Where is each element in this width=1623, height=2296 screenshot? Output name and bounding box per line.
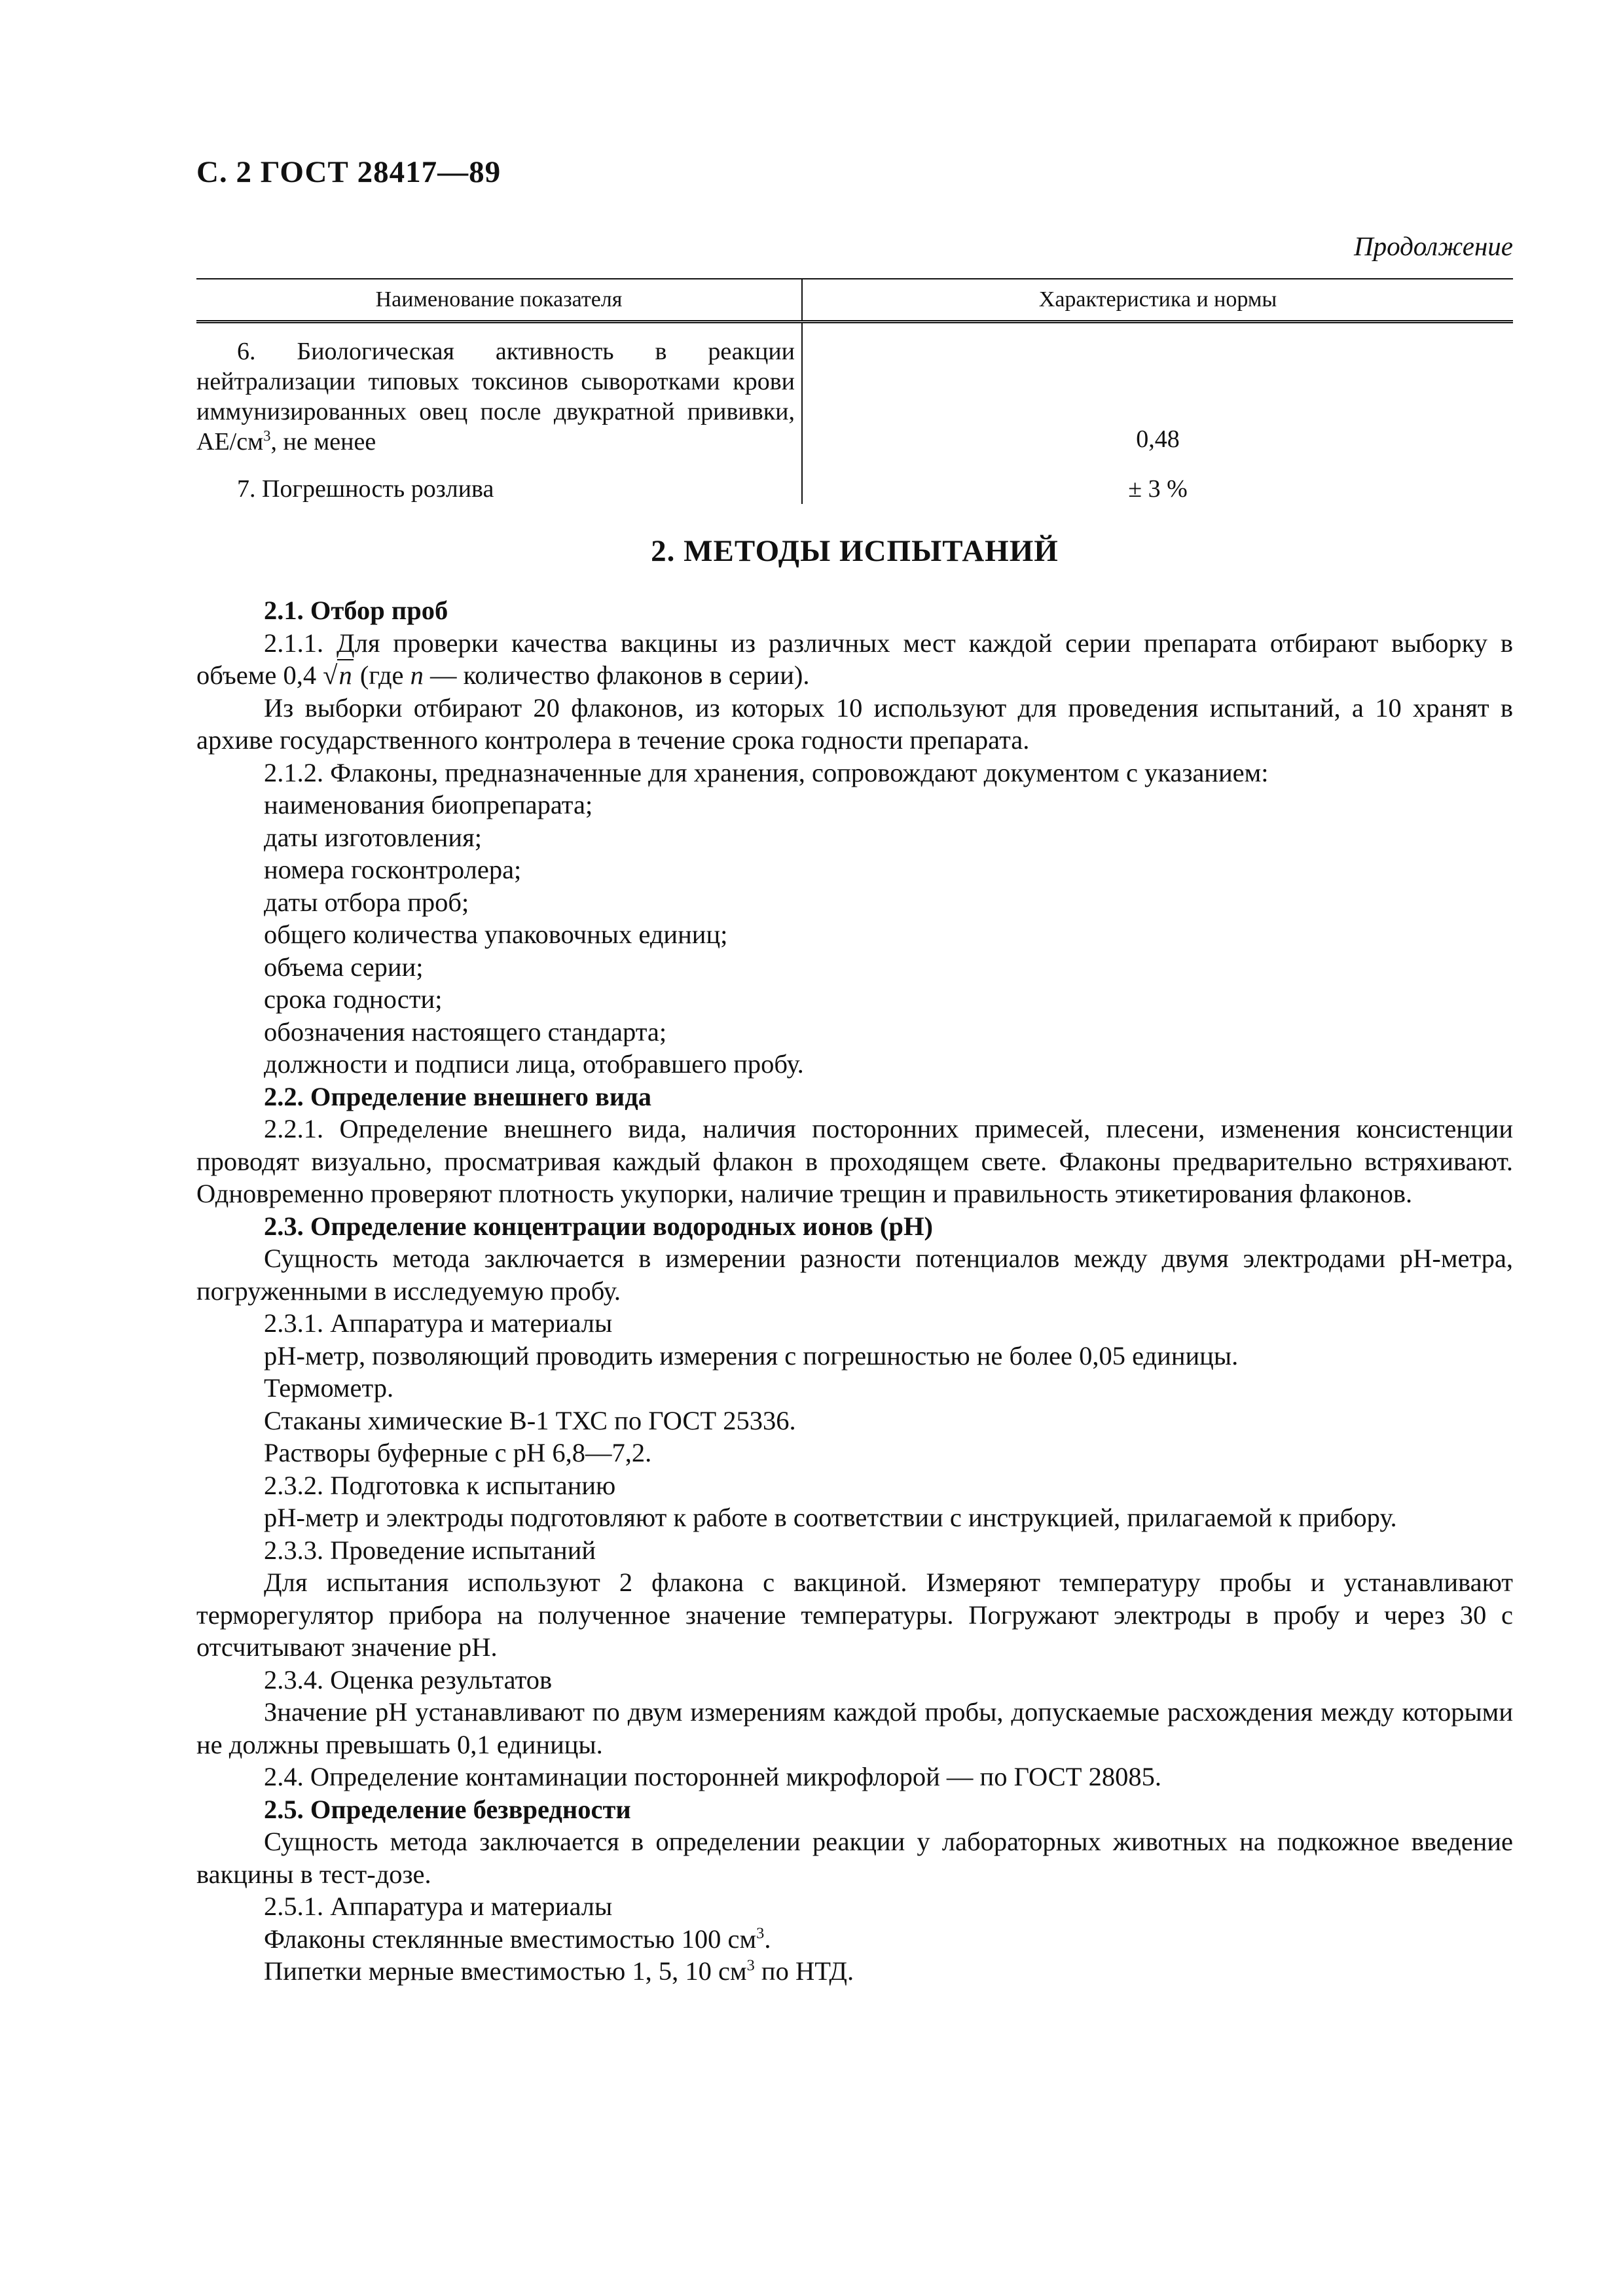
paragraph: Сущность метода заключается в измерении разности потенциалов между двумя электродами рН-метра, погруженными в исследуемую пробу.: [196, 1244, 1513, 1306]
body-text: [196, 594, 1513, 1988]
spec-table: [196, 278, 1513, 504]
subsection-heading: 2.1. Отбор проб: [264, 596, 448, 625]
text-span: 2.1.1. Для проверки качества вакцины из различных мест каждой серии препарата отбирают выборку в объеме 0,4 √: [196, 628, 1513, 690]
table-cell-value: 0,48: [1136, 425, 1180, 453]
paragraph: Термометр.: [264, 1373, 394, 1403]
subsection-heading: 2.3. Определение концентрации водородных ионов (рН): [264, 1211, 933, 1241]
table-cell-value: ± 3 %: [1128, 475, 1188, 503]
table-row: [196, 457, 1513, 504]
paragraph: 2.3.3. Проведение испытаний: [264, 1535, 596, 1565]
page-title: С. 2 ГОСТ 28417—89: [196, 155, 501, 189]
paragraph: 2.4. Определение контаминации посторонней микрофлорой — по ГОСТ 28085.: [264, 1762, 1162, 1791]
cell-text: 6. Биологическая активность в реакции нейтрализации типовых токсинов сыворотками крови иммунизированных овец после двукратной прививки, АЕ/см: [196, 338, 795, 456]
requirement-list: [196, 789, 1513, 1081]
text-span: Пипетки мерные вместимостью 1, 5, 10 см: [264, 1956, 747, 1986]
paragraph: рН-метр, позволяющий проводить измерения с погрешностью не более 0,05 единицы.: [264, 1340, 1239, 1371]
column-header-value: Характеристика и нормы: [802, 279, 1513, 322]
text-span: по НТД.: [754, 1956, 854, 1986]
column-header-name: Наименование показателя: [196, 279, 802, 322]
paragraph: рН-метр и электроды подготовляют к работе в соответствии с инструкцией, прилагаемой к прибору.: [264, 1503, 1397, 1532]
section-heading: 2. МЕТОДЫ ИСПЫТАНИЙ: [651, 534, 1059, 568]
paragraph: [196, 1955, 1513, 1988]
list-item: срока годности;: [264, 984, 443, 1014]
paragraph: [196, 627, 1513, 692]
list-item: даты изготовления;: [264, 822, 482, 852]
list-item: должности и подписи лица, отобравшего пробу.: [264, 1049, 804, 1079]
paragraph: Стаканы химические В-1 ТХС по ГОСТ 25336.: [264, 1405, 796, 1435]
continuation-label: Продолжение: [1354, 231, 1513, 261]
cell-text: , не менее: [270, 428, 376, 456]
superscript: 3: [263, 427, 271, 444]
table-cell-name: 7. Погрешность розлива: [196, 457, 802, 504]
paragraph: 2.2.1. Определение внешнего вида, наличия посторонних примесей, плесени, изменения консистенции проводят визуально, просматривая каждый флакон в проходящем свете. Флаконы предварительно встряхивают. Одновременно проверяют плотность укупорки, наличие трещин и правильность этикетирования флаконов.: [196, 1114, 1513, 1208]
list-item: общего количества упаковочных единиц;: [264, 920, 728, 949]
math-variable: n: [338, 660, 352, 690]
table-row: [196, 322, 1513, 457]
paragraph: 2.3.1. Аппаратура и материалы: [264, 1308, 613, 1338]
subsection-heading: 2.5. Определение безвредности: [264, 1794, 631, 1824]
paragraph: Сущность метода заключается в определении реакции у лабораторных животных на подкожное введение вакцины в тест-дозе.: [196, 1827, 1513, 1889]
table-cell-name: [196, 322, 802, 457]
subsection-heading: 2.2. Определение внешнего вида: [264, 1081, 651, 1111]
paragraph: Из выборки отбирают 20 флаконов, из которых 10 используют для проведения испытаний, а 10 хранят в архиве государственного контролера в течение срока годности препарата.: [196, 692, 1513, 755]
paragraph: 2.1.2. Флаконы, предназначенные для хранения, сопровождают документом с указанием:: [264, 757, 1269, 787]
text-span: .: [764, 1924, 771, 1954]
paragraph: Растворы буферные с рН 6,8—7,2.: [264, 1438, 652, 1467]
specification-table: [196, 278, 1513, 504]
paragraph: 2.3.2. Подготовка к испытанию: [264, 1470, 616, 1500]
paragraph: Для испытания используют 2 флакона с вакциной. Измеряют температуру пробы и устанавливают терморегулятор прибора на полученное значение температуры. Погружают электроды в пробу и через 30 с отсчитывают значение рН.: [196, 1568, 1513, 1662]
list-item: номера госконтролера;: [264, 855, 522, 884]
text-span: Флаконы стеклянные вместимостью 100 см: [264, 1924, 757, 1954]
list-item: наименования биопрепарата;: [264, 790, 593, 819]
table-header-row: [196, 279, 1513, 322]
text-span: (где: [353, 660, 410, 690]
paragraph: Значение рН устанавливают по двум измерениям каждой пробы, допускаемые расхождения между которыми не должны превышать 0,1 единицы.: [196, 1697, 1513, 1759]
superscript: 3: [746, 1956, 755, 1975]
list-item: объема серии;: [264, 952, 424, 982]
paragraph: 2.3.4. Оценка результатов: [264, 1664, 553, 1695]
list-item: обозначения настоящего стандарта;: [264, 1016, 667, 1047]
math-variable: n: [410, 660, 424, 690]
paragraph: [196, 1923, 1513, 1956]
paragraph: 2.5.1. Аппаратура и материалы: [264, 1892, 613, 1921]
superscript: 3: [756, 1924, 765, 1942]
list-item: даты отбора проб;: [264, 887, 469, 917]
text-span: — количество флаконов в серии).: [423, 660, 810, 690]
